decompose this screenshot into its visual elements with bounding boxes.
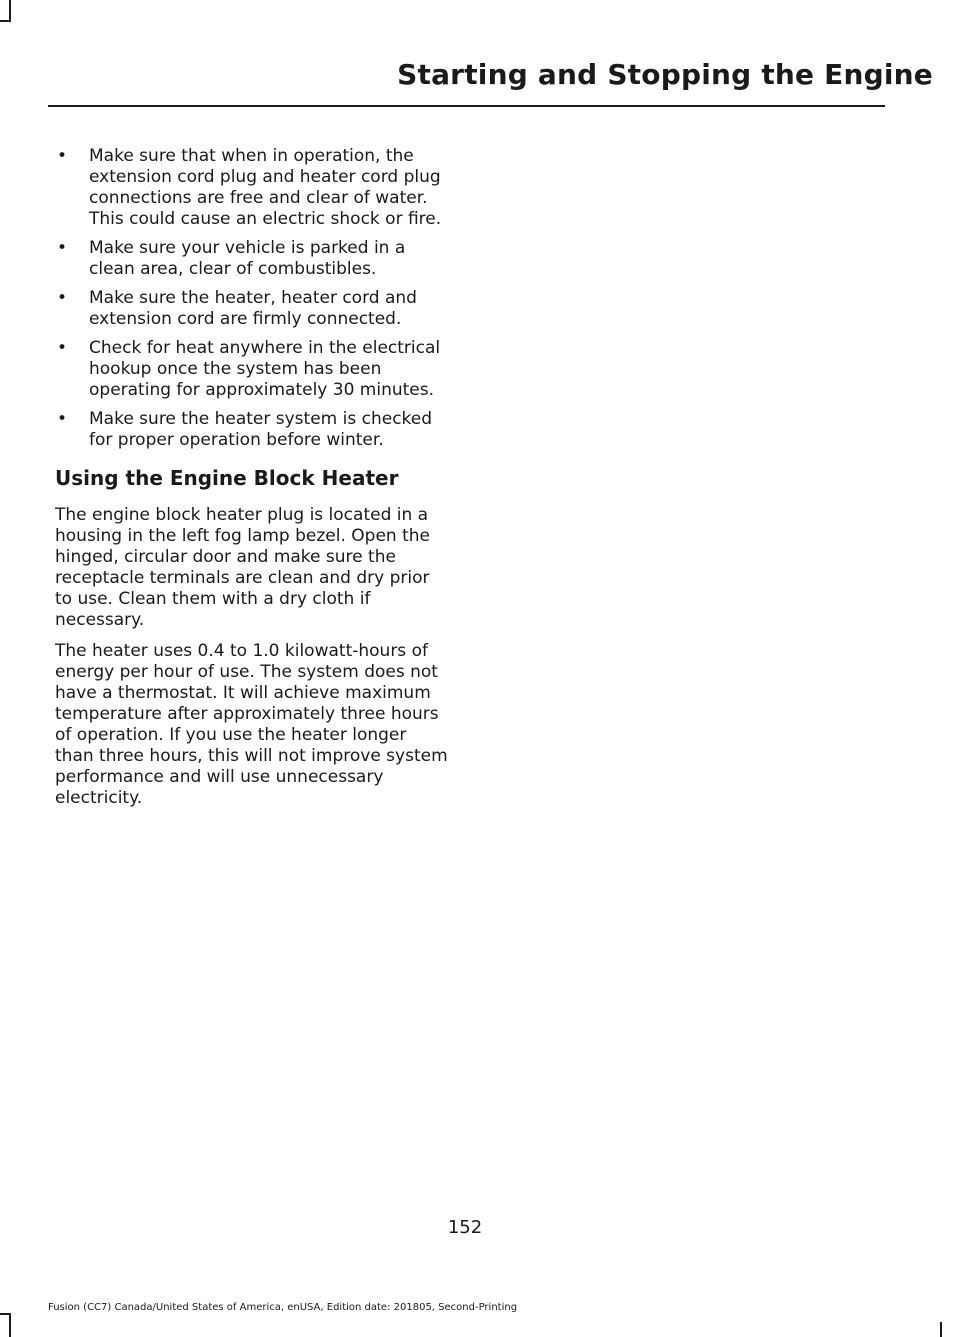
list-item — [55, 146, 450, 230]
body-paragraph: The heater uses 0.4 to 1.0 kilowatt-hours of energy per hour of use. The system does not have a thermostat. It will achieve maximum temperature after approximately three hours of operation. If you use the heater longer than three hours, this will not improve system performance and will use unnecessary electricity. — [55, 641, 448, 808]
bullet-icon: • — [57, 338, 68, 358]
list-item — [55, 409, 450, 451]
bullet-icon: • — [57, 238, 68, 258]
bullet-icon: • — [57, 146, 68, 166]
section-heading: Using the Engine Block Heater — [55, 466, 399, 490]
bullet-icon: • — [57, 409, 68, 429]
list-item-text: Check for heat anywhere in the electrical hookup once the system has been operating for approximately 30 minutes. — [89, 338, 441, 400]
page-title: Starting and Stopping the Engine — [397, 58, 933, 91]
list-item-text: Make sure that when in operation, the extension cord plug and heater cord plug connections are free and clear of water. This could cause an electric shock or fire. — [89, 146, 442, 229]
crop-mark-top-left-horizontal — [0, 20, 11, 22]
page-number: 152 — [447, 1217, 483, 1238]
header-rule — [48, 105, 885, 107]
bullet-icon: • — [57, 288, 68, 308]
crop-mark-bottom-right-vertical — [940, 1322, 942, 1337]
crop-mark-bottom-left-vertical — [9, 1313, 11, 1337]
list-item — [55, 288, 450, 330]
bullet-list — [55, 146, 450, 451]
content-column — [55, 146, 450, 819]
crop-mark-top-left-vertical — [9, 0, 11, 20]
edition-footer: Fusion (CC7) Canada/United States of America, enUSA, Edition date: 201805, Second-Printing — [48, 1302, 518, 1313]
list-item-text: Make sure your vehicle is parked in a clean area, clear of combustibles. — [89, 238, 406, 279]
list-item — [55, 238, 450, 280]
list-item-text: Make sure the heater system is checked for proper operation before winter. — [89, 409, 433, 450]
body-paragraph: The engine block heater plug is located in a housing in the left fog lamp bezel. Open the hinged, circular door and make sure the receptacle terminals are clean and dry prior to use. Clean them with a dry cloth if necessary. — [55, 505, 430, 630]
list-item-text: Make sure the heater, heater cord and extension cord are firmly connected. — [89, 288, 417, 329]
list-item — [55, 338, 450, 401]
